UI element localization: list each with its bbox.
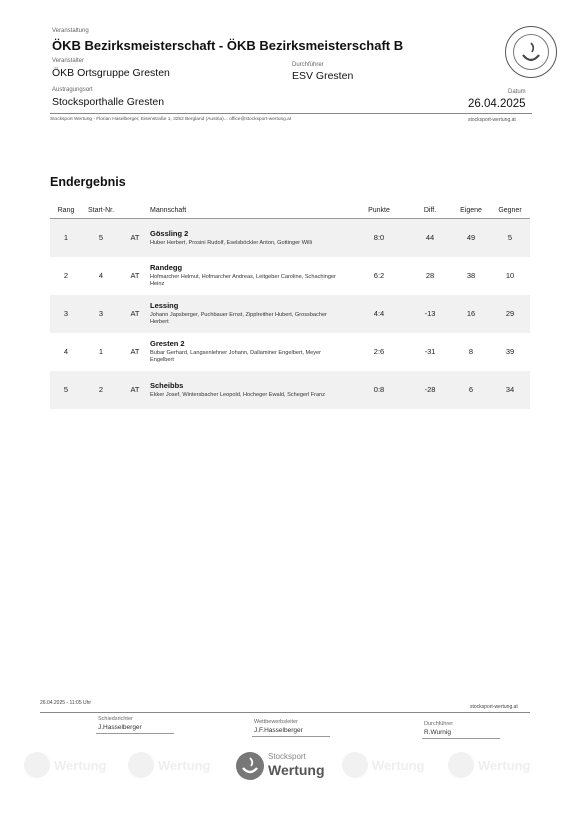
team-cell: [150, 219, 350, 257]
executor-signature-line: [422, 738, 500, 739]
table-row: [50, 295, 530, 333]
scorer-label: Wettbewerbsleiter: [254, 719, 298, 725]
rang-cell: 4: [63, 347, 69, 356]
punkte-cell: 2:6: [373, 347, 385, 356]
diff-cell: -31: [424, 347, 436, 356]
organizer: ÖKB Ortsgruppe Gresten: [52, 67, 170, 79]
start-cell: 4: [98, 271, 104, 280]
col-start: Start-Nr.: [82, 204, 120, 219]
gegner-cell: 5: [507, 233, 513, 243]
table-row: [50, 333, 530, 371]
date-label: Datum: [508, 89, 526, 95]
referee-signature-line: [96, 733, 174, 734]
col-rang: Rang: [50, 204, 82, 219]
executor-label: Durchführer: [292, 62, 324, 68]
team-cell: [150, 371, 350, 409]
diff-cell: -13: [424, 309, 436, 318]
eigene-cell: 49: [466, 233, 476, 243]
executor-sig-name: R.Wurnig: [424, 729, 451, 736]
venue-label: Austragungsort: [52, 87, 93, 93]
event-label: Veranstaltung: [52, 28, 89, 34]
logo-text-bottom: Wertung: [268, 762, 325, 778]
diff-cell: -28: [424, 385, 436, 394]
header-divider: [50, 113, 532, 114]
punkte-cell: 4:4: [373, 309, 385, 318]
team-players: Ekker Josef, Wintersbacher Leopold, Hocheger Ewald, Schegerl Franz: [150, 391, 326, 398]
rang-cell: 2: [63, 271, 69, 280]
scorer-signature-line: [252, 736, 330, 737]
executor-sig-label: Durchführer: [424, 721, 454, 727]
punkte-cell: 8:0: [373, 233, 385, 243]
venue: Stocksporthalle Gresten: [52, 96, 165, 108]
team-cell: [150, 333, 350, 371]
table-header: [50, 204, 530, 219]
nation-cell: AT: [130, 271, 140, 280]
header-website: stocksport-wertung.at: [468, 117, 516, 123]
ghost-logo-icon: [24, 752, 50, 778]
eigene-cell: 16: [466, 309, 476, 318]
table-row: [50, 219, 530, 257]
start-cell: 1: [98, 347, 104, 356]
rang-cell: 1: [63, 233, 69, 243]
nation-cell: AT: [130, 385, 140, 394]
col-eigene: Eigene: [452, 204, 490, 219]
col-gegner: Gegner: [490, 204, 530, 219]
scorer-name: J.F.Hasselberger: [254, 727, 303, 734]
team-name: Gössling 2: [150, 228, 189, 238]
col-diff: Diff.: [408, 204, 452, 219]
executor: ESV Gresten: [292, 70, 354, 82]
results-table: [50, 204, 530, 409]
team-players: Hofmarcher Helmut, Hofmarcher Andreas, Leitgeber Caroline, Schachinger Heinz: [150, 274, 336, 287]
table-row: [50, 371, 530, 409]
gegner-cell: 10: [505, 271, 515, 280]
event-title: ÖKB Bezirksmeisterschaft - ÖKB Bezirksmeisterschaft B: [52, 38, 404, 53]
curl-icon: [236, 752, 264, 780]
seal-inner: [513, 34, 549, 70]
team-players: Johann Japsberger, Puchbauer Ernst, Zipplreither Hubert, Grossbacher Herbert: [150, 312, 327, 325]
rang-cell: 5: [63, 385, 69, 394]
ghost-logo-icon: [342, 752, 368, 778]
start-cell: 2: [98, 385, 104, 394]
nation-cell: AT: [130, 347, 140, 356]
footer-website: stocksport-wertung.at: [470, 704, 518, 710]
ghost-logo-text: Wertung: [54, 758, 107, 773]
referee-label: Schiedsrichter: [98, 716, 133, 722]
team-name: Gresten 2: [150, 339, 185, 348]
stocksport-logo-icon: [236, 752, 264, 780]
ghost-logo-icon: [128, 752, 154, 778]
start-cell: 5: [98, 233, 104, 243]
contact-line: Stocksport Wertung - Florian Haselberger, Eisenstraße 1, 3252 Bergland (Austria)... office@stocksport-wertung.at: [50, 117, 292, 122]
gegner-cell: 39: [505, 347, 515, 356]
ghost-logo-text: Wertung: [158, 758, 211, 773]
ghost-logo-text: Wertung: [372, 758, 425, 773]
rang-cell: 3: [63, 309, 69, 318]
punkte-cell: 6:2: [373, 271, 385, 280]
nation-cell: AT: [130, 309, 140, 318]
team-name: Lessing: [150, 301, 179, 310]
team-name: Randegg: [150, 263, 183, 272]
col-nat: [120, 204, 150, 219]
ghost-logo-icon: [448, 752, 474, 778]
team-name: Scheibbs: [150, 380, 184, 390]
section-title: Endergebnis: [50, 175, 126, 189]
ghost-logo-text: Wertung: [478, 758, 531, 773]
gegner-cell: 34: [505, 385, 515, 394]
nation-cell: AT: [130, 233, 140, 243]
col-punkte: Punkte: [350, 204, 408, 219]
table-row: [50, 257, 530, 295]
eigene-cell: 8: [468, 347, 474, 356]
punkte-cell: 0:8: [373, 385, 385, 394]
col-team: Mannschaft: [150, 204, 350, 219]
date: 26.04.2025: [468, 98, 526, 110]
team-cell: [150, 257, 350, 295]
team-players: Huber Herbert, Prosini Rudolf, Eselsböckler Anton, Gottinger Willi: [150, 239, 312, 246]
team-players: Bubar Gerhard, Langsenlehner Johann, Dallaminer Engelbert, Meyer Engelbert: [150, 350, 322, 363]
curl-stone-icon: [514, 35, 548, 69]
logo-text-top: Stocksport: [268, 752, 306, 761]
team-cell: [150, 295, 350, 333]
diff-cell: 44: [425, 233, 435, 243]
start-cell: 3: [98, 309, 104, 318]
print-timestamp: 26.04.2025 - 11:05 Uhr: [40, 700, 92, 706]
eigene-cell: 6: [468, 385, 474, 394]
gegner-cell: 29: [505, 309, 515, 318]
organizer-label: Veranstalter: [52, 58, 85, 64]
footer-divider: [40, 712, 530, 713]
referee-name: J.Hasselberger: [98, 724, 142, 731]
diff-cell: 28: [425, 271, 435, 280]
eigene-cell: 38: [466, 271, 476, 280]
